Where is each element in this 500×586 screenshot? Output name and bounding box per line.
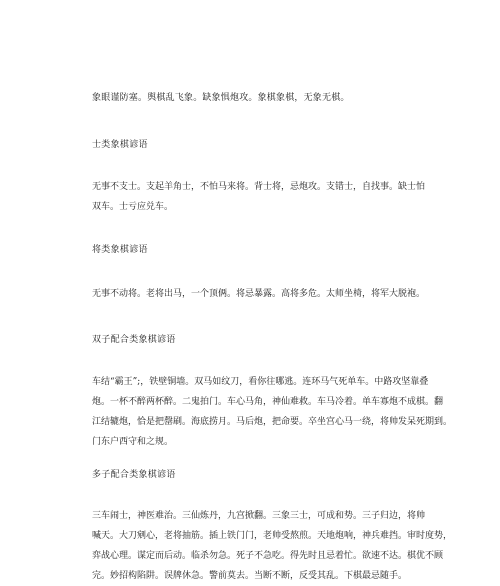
body-line: 炮。一杯不醉两杯醉。二鬼拍门。车心马角，神仙难救。车马冷着。单车寡炮不成棋。翻 (92, 397, 444, 407)
body-line: 弈战心理。谋定而后动。临杀勿急。死子不急吃。得先时且忌着忙。欲速不达。棋优不顾 (92, 551, 444, 561)
body-line: 无事不动将。老将出马，一个顶俩。将忌暴露。高将多危。太师坐椅，将军大脱袍。 (92, 289, 426, 299)
section-body-multi (92, 506, 453, 586)
body-line: 双车。士亏应兑车。 (92, 202, 174, 212)
body-line: 车结“霸王”;，铁壁铜墙。双马如纹刀，看你往哪逃。连环马气死单车。中路攻坚靠叠 (92, 377, 429, 387)
body-line: 完。妙招构陷阱。误牌休急。警前莫去。当断不断，反受其乱。下棋最忌随手。 (92, 571, 408, 581)
body-line: 无事不支士。支起羊角士，不怕马来将。背士将，忌炮攻。支错士，自找事。缺士怕 (92, 182, 426, 192)
section-heading-multi: 多子配合类象棋谚语 (92, 470, 176, 480)
section-body-shi (92, 177, 426, 217)
intro-text: 象眼谨防塞。舆棋乱飞象。缺象惧炮攻。象棋象棋，无象无棋。 (92, 93, 350, 103)
body-line: 江结辘炮，恰是把罄刷。海底捞月。马后炮，把命要。卒坐宫心马一绕，将帅发呆死期到。 (92, 417, 453, 427)
section-heading-shi: 士类象棋谚语 (92, 140, 148, 150)
section-body-double (92, 372, 453, 452)
body-line: 门东户西守和之规。 (92, 437, 174, 447)
section-heading-double: 双子配合类象棋谚语 (92, 335, 176, 345)
body-line: 三车闹士，神医难治。三仙炼丹，九宫掀翻。三象三士，可成和势。三子归边，将帅 (92, 511, 426, 521)
section-body-jiang (92, 284, 426, 304)
section-heading-jiang: 将类象棋谚语 (92, 245, 148, 255)
body-line: 喊天。大刀剜心，老将抽筋。插上铁门门，老帅受熬煎。天地炮响，神兵难挡。审时度势， (92, 531, 453, 541)
